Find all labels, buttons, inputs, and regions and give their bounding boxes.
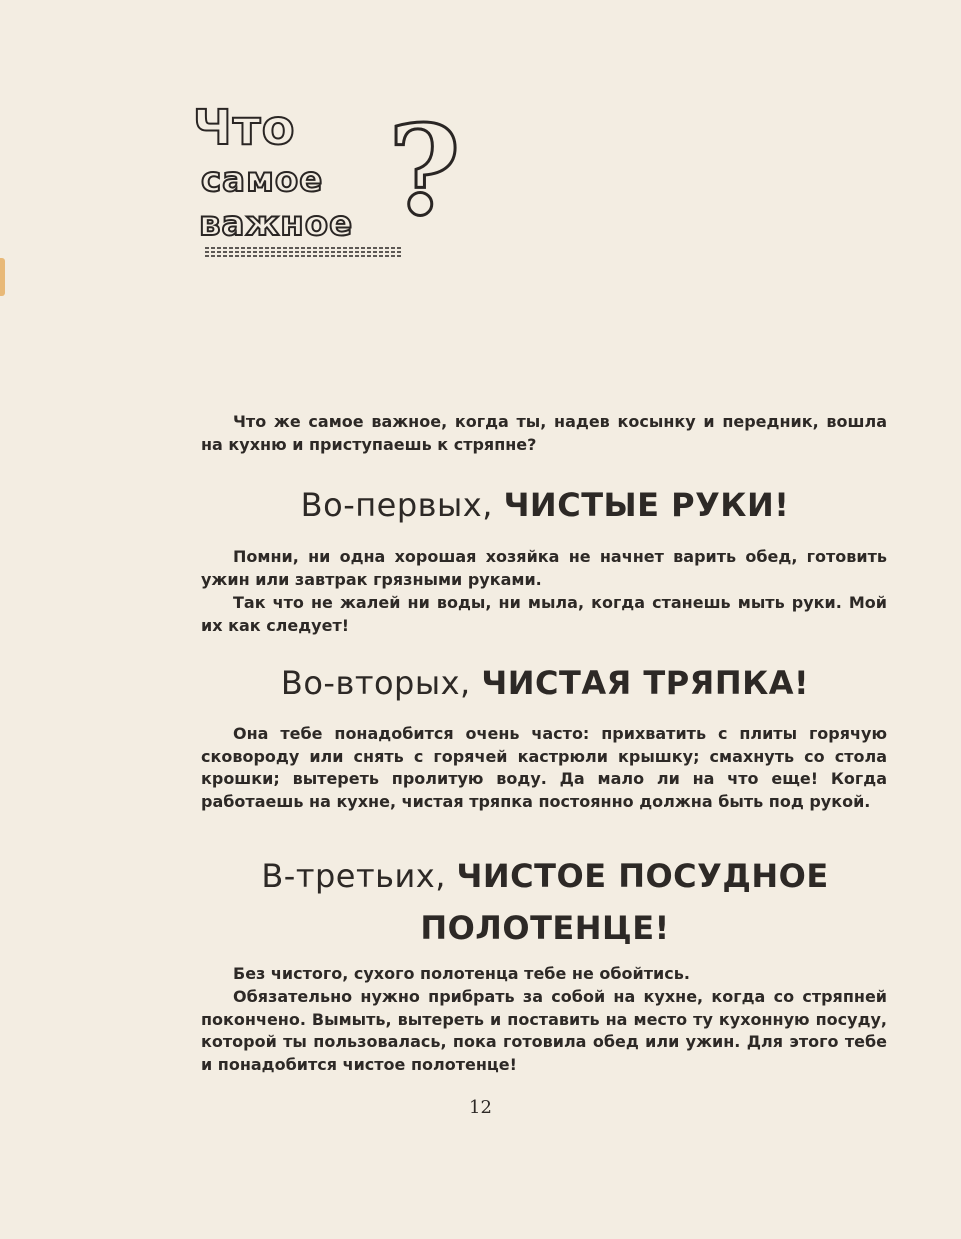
section-1-heading-main: ЧИСТЫЕ РУКИ! <box>503 486 790 524</box>
section-1-paragraph-1: Помни, ни одна хорошая хозяйка не начнет варить обед, готовить ужин или завтрак грязными руками. <box>201 547 887 589</box>
intro-paragraph: Что же самое важное, когда ты, надев косынку и передник, вошла на кухню и приступаешь к стряпне? <box>201 412 887 454</box>
section-1-paragraph-2: Так что не жалей ни воды, ни мыла, когда станешь мыть руки. Мой их как следует! <box>201 593 887 635</box>
page-number: 12 <box>469 1097 492 1118</box>
question-mark-icon: ? <box>388 99 461 244</box>
title-line-2: самое <box>201 160 324 200</box>
page-edge-mark <box>0 258 5 296</box>
title-line-1: Что <box>193 100 296 156</box>
section-2-paragraph-1: Она тебе понадобится очень часто: прихватить с плиты горячую сковороду или снять с горячей кастрюли крышку; смахнуть со стола крошки; вытереть пролитую воду. Да мало ли на что еще! Когда работаешь на кухне, чистая тряпка постоянно должна быть под рукой. <box>201 724 887 811</box>
section-2-heading-main: ЧИСТАЯ ТРЯПКА! <box>481 664 810 702</box>
section-3-heading-lead: В-третьих, <box>261 857 457 895</box>
section-1-heading <box>180 481 910 529</box>
section-3-paragraph-2: Обязательно нужно прибрать за собой на кухне, когда со стряпней покончено. Вымыть, вытереть и поставить на место ту кухонную посуду, которой ты пользовалась, пока готовила обед или ужин. Для этого тебе и понадобится чистое полотенце! <box>201 987 887 1074</box>
section-3-paragraph-1: Без чистого, сухого полотенца тебе не обойтись. <box>233 964 690 983</box>
section-2-heading <box>180 659 910 707</box>
section-3-heading-main: ЧИСТОЕ ПОСУДНОЕ ПОЛОТЕНЦЕ! <box>420 857 829 947</box>
section-2-heading-lead: Во-вторых, <box>280 664 482 702</box>
title-line-3: важное <box>199 204 354 244</box>
title-underline-decoration <box>205 246 403 258</box>
page-title <box>193 100 463 270</box>
section-1-heading-lead: Во-первых, <box>300 486 504 524</box>
section-3-heading <box>180 850 910 954</box>
